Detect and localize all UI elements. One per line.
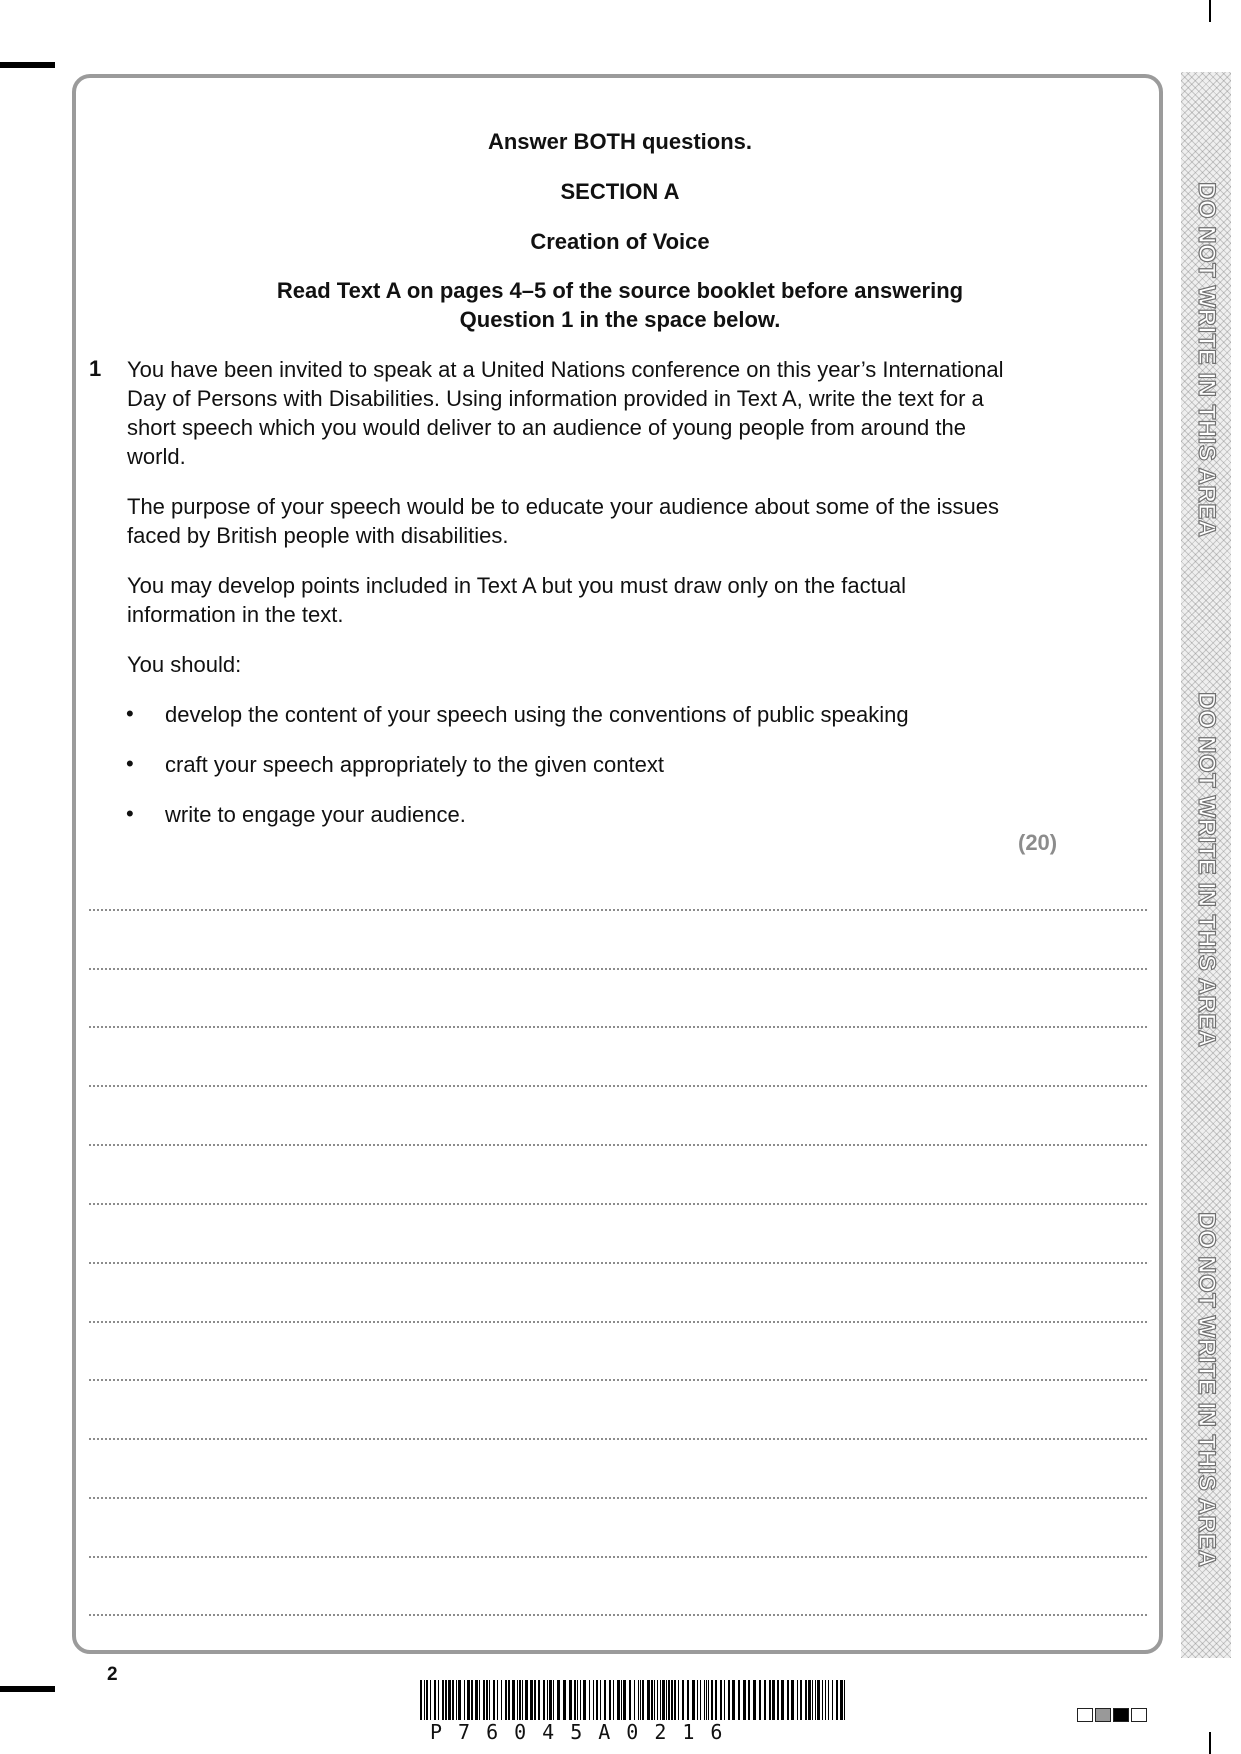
- barcode-bar: [569, 1680, 572, 1720]
- barcode-bar: [797, 1680, 798, 1720]
- barcode-bar: [525, 1680, 528, 1720]
- barcode-bar: [697, 1680, 698, 1720]
- barcode-bar: [704, 1680, 705, 1720]
- answer-line[interactable]: [89, 1556, 1147, 1558]
- barcode-bar: [715, 1680, 717, 1720]
- answer-line[interactable]: [89, 1614, 1147, 1616]
- barcode-bar: [769, 1680, 771, 1720]
- margin-warning: DO NOT WRITE IN THIS AREA: [1193, 182, 1220, 538]
- barcode-bar: [781, 1680, 784, 1720]
- barcode-bar: [812, 1680, 813, 1720]
- barcode-bar: [808, 1680, 811, 1720]
- corner-square: [1095, 1708, 1111, 1722]
- barcode-bar: [580, 1680, 581, 1720]
- barcode-bar: [489, 1680, 490, 1720]
- question-paragraph-1: You have been invited to speak at a United Nations conference on this year’s International Day of Persons with Disabilities. Using information provided in Text A, write the text for a short speech which you would deliver to an audience of young people from around the world.: [127, 357, 1004, 469]
- barcode-bar: [759, 1680, 761, 1720]
- barcode-bar: [706, 1680, 707, 1720]
- barcode-bar: [660, 1680, 661, 1720]
- barcode-bar: [657, 1680, 658, 1720]
- answer-line[interactable]: [89, 909, 1147, 911]
- barcode-bar: [483, 1680, 485, 1720]
- barcode-bar: [800, 1680, 802, 1720]
- barcode-bar: [493, 1680, 495, 1720]
- barcode-bar: [738, 1680, 740, 1720]
- barcode-bar: [787, 1680, 789, 1720]
- barcode-bar: [720, 1680, 722, 1720]
- answer-line[interactable]: [89, 1262, 1147, 1264]
- barcode-bar: [486, 1680, 488, 1720]
- barcode-bar: [534, 1680, 536, 1720]
- barcode-bar: [471, 1680, 473, 1720]
- barcode-bar: [497, 1680, 498, 1720]
- barcode-bar: [434, 1680, 436, 1720]
- barcode-bar: [662, 1680, 665, 1720]
- barcode-bar: [666, 1680, 667, 1720]
- barcode-bar: [642, 1680, 644, 1720]
- bullet-icon: •: [126, 751, 134, 776]
- barcode-bar: [530, 1680, 533, 1720]
- crop-mark: [1209, 1732, 1211, 1754]
- barcode-bar: [654, 1680, 655, 1720]
- question-number: 1: [89, 356, 102, 381]
- barcode-bar: [817, 1680, 820, 1720]
- corner-squares: [1077, 1708, 1147, 1722]
- barcode-bar: [445, 1680, 447, 1720]
- barcode-bar: [825, 1680, 826, 1720]
- barcode-bar: [522, 1680, 523, 1720]
- margin-warning: DO NOT WRITE IN THIS AREA: [1193, 692, 1220, 1048]
- barcode-bar: [442, 1680, 444, 1720]
- barcode-bar: [638, 1680, 639, 1720]
- barcode-bar: [517, 1680, 518, 1720]
- crop-mark: [0, 1686, 55, 1692]
- barcode-bar: [743, 1680, 746, 1720]
- barcode-bar: [732, 1680, 735, 1720]
- barcode-bar: [583, 1680, 586, 1720]
- barcode-bar: [634, 1680, 635, 1720]
- barcode-bar: [604, 1680, 606, 1720]
- answer-line[interactable]: [89, 1085, 1147, 1087]
- barcode-bar: [629, 1680, 631, 1720]
- barcode-bar: [700, 1680, 701, 1720]
- barcode-bar: [836, 1680, 838, 1720]
- answer-line[interactable]: [89, 1144, 1147, 1146]
- barcode-bar: [613, 1680, 614, 1720]
- answer-line[interactable]: [89, 1379, 1147, 1381]
- barcode-bar: [505, 1680, 507, 1720]
- barcode-bar: [426, 1680, 428, 1720]
- barcode-bar: [456, 1680, 457, 1720]
- barcode-bar: [448, 1680, 451, 1720]
- barcode-bar: [475, 1680, 478, 1720]
- barcode-bar: [753, 1680, 756, 1720]
- answer-line[interactable]: [89, 968, 1147, 970]
- question-paragraph-2: The purpose of your speech would be to educate your audience about some of the issues faced by British people with disabilities.: [127, 494, 1000, 548]
- barcode-bar: [687, 1680, 689, 1720]
- barcode-bar: [458, 1680, 461, 1720]
- answer-line[interactable]: [89, 1497, 1147, 1499]
- barcode: [420, 1680, 845, 1720]
- barcode-bar: [609, 1680, 611, 1720]
- read-instruction-line-1: Read Text A on pages 4–5 of the source booklet before answering: [276, 278, 964, 303]
- section-heading: SECTION A: [560, 179, 680, 204]
- barcode-bar: [452, 1680, 454, 1720]
- crop-mark: [1209, 0, 1211, 22]
- barcode-bar: [479, 1680, 480, 1720]
- answer-line[interactable]: [89, 1321, 1147, 1323]
- barcode-bar: [678, 1680, 679, 1720]
- bullet-item: write to engage your audience.: [165, 802, 466, 827]
- barcode-bar: [547, 1680, 548, 1720]
- bullet-icon: •: [126, 801, 134, 826]
- barcode-bar: [777, 1680, 779, 1720]
- answer-line[interactable]: [89, 1203, 1147, 1205]
- you-should-label: You should:: [127, 652, 242, 677]
- barcode-bar: [708, 1680, 709, 1720]
- barcode-bar: [728, 1680, 730, 1720]
- barcode-bar: [724, 1680, 725, 1720]
- barcode-bar: [574, 1680, 576, 1720]
- barcode-bar: [512, 1680, 515, 1720]
- barcode-bar: [764, 1680, 766, 1720]
- corner-square: [1113, 1708, 1129, 1722]
- barcode-bar: [815, 1680, 816, 1720]
- barcode-bar: [467, 1680, 470, 1720]
- barcode-bar: [671, 1680, 673, 1720]
- barcode-bar: [748, 1680, 750, 1720]
- corner-square: [1077, 1708, 1093, 1722]
- barcode-bar: [805, 1680, 807, 1720]
- barcode-bar: [430, 1680, 431, 1720]
- instruction-heading: Answer BOTH questions.: [487, 129, 753, 154]
- barcode-bar: [420, 1680, 422, 1720]
- question-paragraph-3: You may develop points included in Text A but you must draw only on the factual information in the text.: [127, 573, 907, 627]
- barcode-text: P76045A0216: [430, 1720, 739, 1744]
- barcode-bar: [621, 1680, 622, 1720]
- section-title: Creation of Voice: [530, 229, 710, 254]
- barcode-bar: [543, 1680, 545, 1720]
- barcode-bar: [600, 1680, 601, 1720]
- barcode-bar: [711, 1680, 713, 1720]
- crop-mark: [0, 62, 55, 68]
- barcode-bar: [640, 1680, 641, 1720]
- barcode-bar: [647, 1680, 650, 1720]
- marks-available: (20): [1018, 830, 1058, 855]
- barcode-bar: [519, 1680, 521, 1720]
- barcode-bar: [772, 1680, 775, 1720]
- barcode-bar: [563, 1680, 566, 1720]
- barcode-bar: [464, 1680, 465, 1720]
- barcode-bar: [593, 1680, 594, 1720]
- read-instruction-line-2: Question 1 in the space below.: [459, 307, 781, 332]
- barcode-bar: [822, 1680, 823, 1720]
- bullet-item: craft your speech appropriately to the given context: [165, 752, 664, 777]
- barcode-bar: [791, 1680, 794, 1720]
- page-number: 2: [107, 1664, 118, 1685]
- barcode-bar: [501, 1680, 502, 1720]
- barcode-bar: [832, 1680, 833, 1720]
- barcode-bar: [557, 1680, 560, 1720]
- barcode-bar: [623, 1680, 626, 1720]
- barcode-bar: [674, 1680, 676, 1720]
- barcode-bar: [577, 1680, 578, 1720]
- barcode-bar: [438, 1680, 439, 1720]
- barcode-bar: [553, 1680, 554, 1720]
- answer-line[interactable]: [89, 1438, 1147, 1440]
- barcode-bar: [596, 1680, 598, 1720]
- margin-warning: DO NOT WRITE IN THIS AREA: [1193, 1212, 1220, 1568]
- bullet-icon: •: [126, 701, 134, 726]
- barcode-bar: [651, 1680, 653, 1720]
- barcode-bar: [617, 1680, 620, 1720]
- barcode-bar: [840, 1680, 843, 1720]
- corner-square: [1131, 1708, 1147, 1722]
- barcode-bar: [589, 1680, 590, 1720]
- barcode-bar: [668, 1680, 670, 1720]
- barcode-bar: [682, 1680, 684, 1720]
- answer-line[interactable]: [89, 1026, 1147, 1028]
- barcode-bar: [549, 1680, 552, 1720]
- barcode-bar: [424, 1680, 425, 1720]
- barcode-bar: [508, 1680, 510, 1720]
- bullet-item: develop the content of your speech using the conventions of public speaking: [165, 702, 909, 727]
- barcode-bar: [692, 1680, 695, 1720]
- barcode-bar: [538, 1680, 540, 1720]
- barcode-bar: [844, 1680, 845, 1720]
- barcode-bar: [828, 1680, 829, 1720]
